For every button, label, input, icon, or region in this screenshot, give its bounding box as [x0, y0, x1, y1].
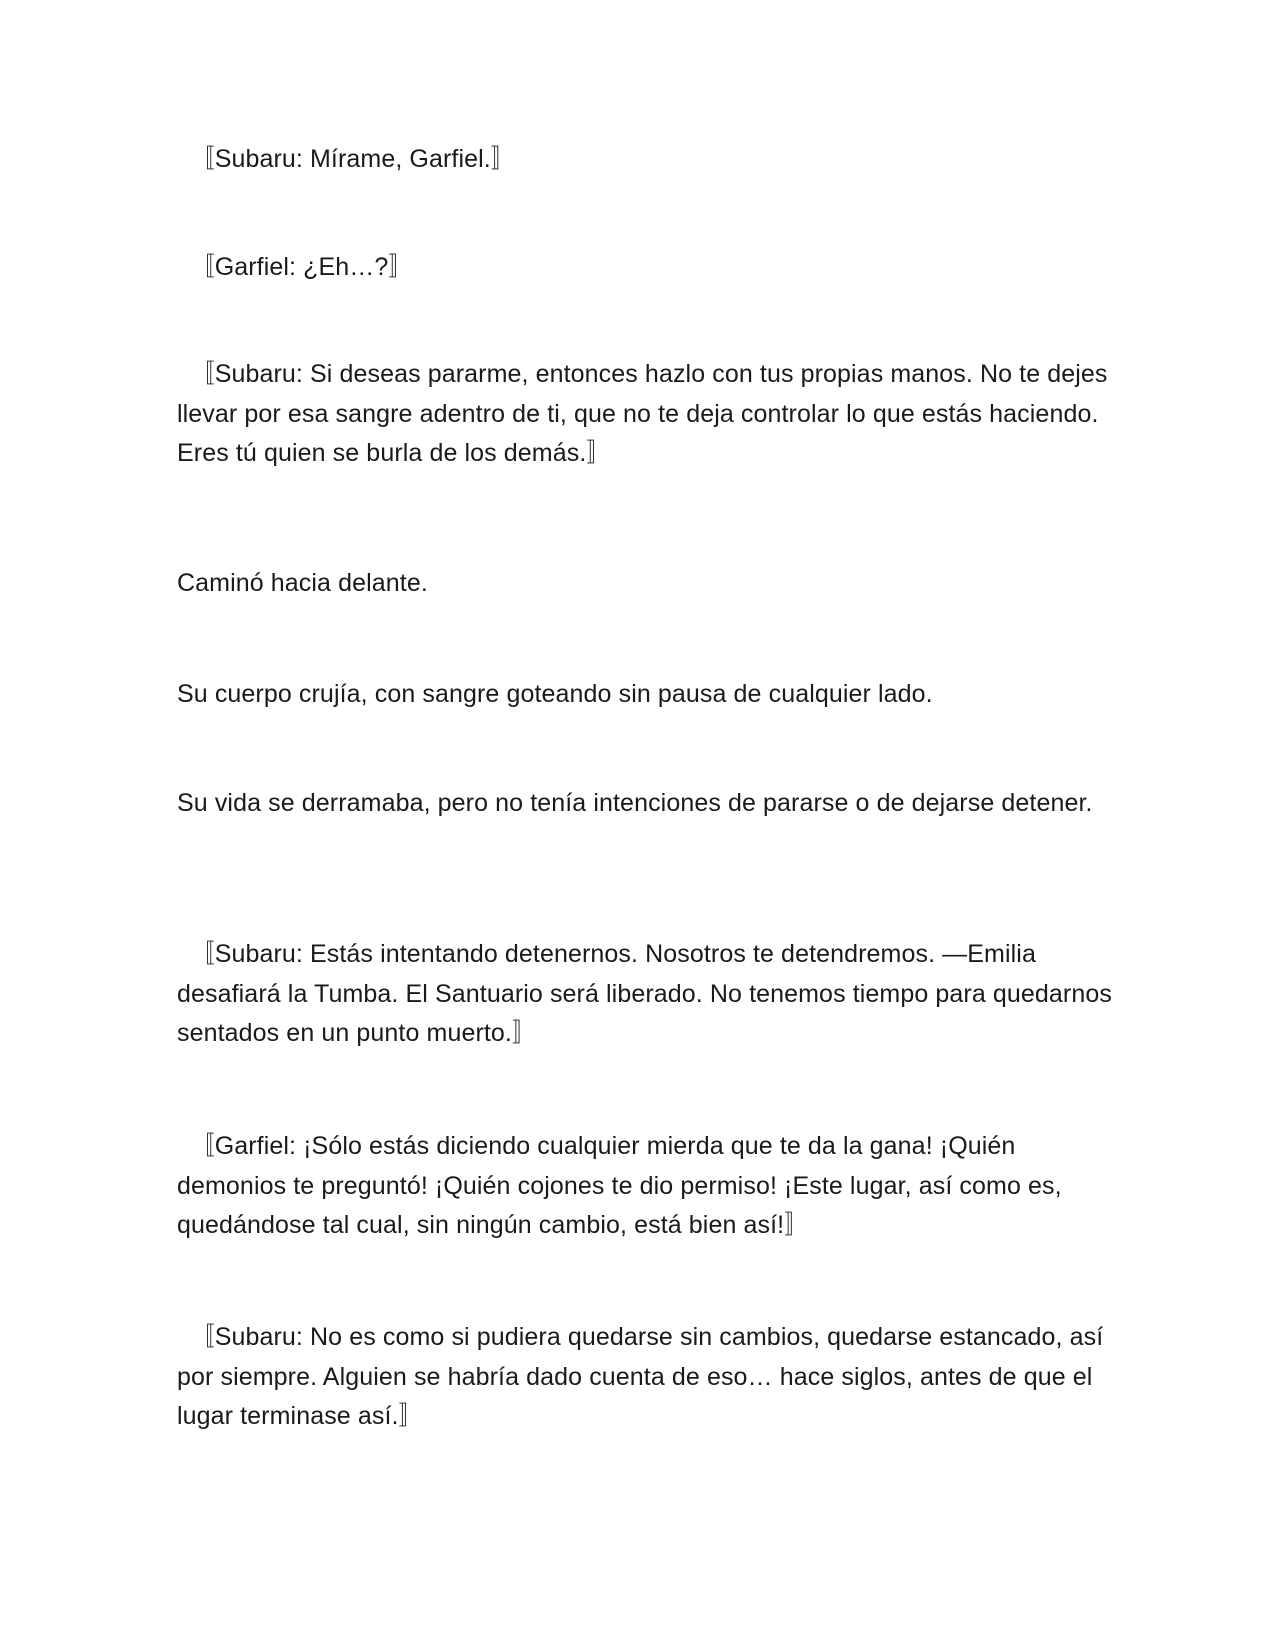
- dialogue-paragraph: 〚Garfiel: ¡Sólo estás diciendo cualquier mierda que te da la gana! ¡Quién demonios te preguntó! ¡Quién cojones te dio permiso! ¡Este lugar, así como es, quedándose tal cual, sin ningún cambio, está bien así!〛: [177, 1132, 1062, 1239]
- dialogue-paragraph: 〚Subaru: Si deseas pararme, entonces hazlo con tus propias manos. No te dejes llevar por esa sangre adentro de ti, que no te deja controlar lo que estás haciendo. Eres tú quien se burla de los demás.〛: [177, 360, 1108, 467]
- narration-paragraph: Su vida se derramaba, pero no tenía intenciones de pararse o de dejarse detener.: [177, 789, 1093, 817]
- dialogue-paragraph: 〚Garfiel: ¿Eh…?〛: [177, 253, 414, 281]
- dialogue-paragraph: 〚Subaru: No es como si pudiera quedarse sin cambios, quedarse estancado, así por siempre. Alguien se habría dado cuenta de eso… hace siglos, antes de que el lugar terminase así.〛: [177, 1323, 1104, 1430]
- narration-paragraph: Caminó hacia delante.: [177, 569, 428, 597]
- narration-paragraph: Su cuerpo crujía, con sangre goteando sin pausa de cualquier lado.: [177, 680, 933, 708]
- dialogue-paragraph: 〚Subaru: Estás intentando detenernos. Nosotros te detendremos. —Emilia desafiará la Tumba. El Santuario será liberado. No tenemos tiempo para quedarnos sentados en un punto muerto.〛: [177, 940, 1112, 1047]
- dialogue-paragraph: 〚Subaru: Mírame, Garfiel.〛: [177, 145, 516, 173]
